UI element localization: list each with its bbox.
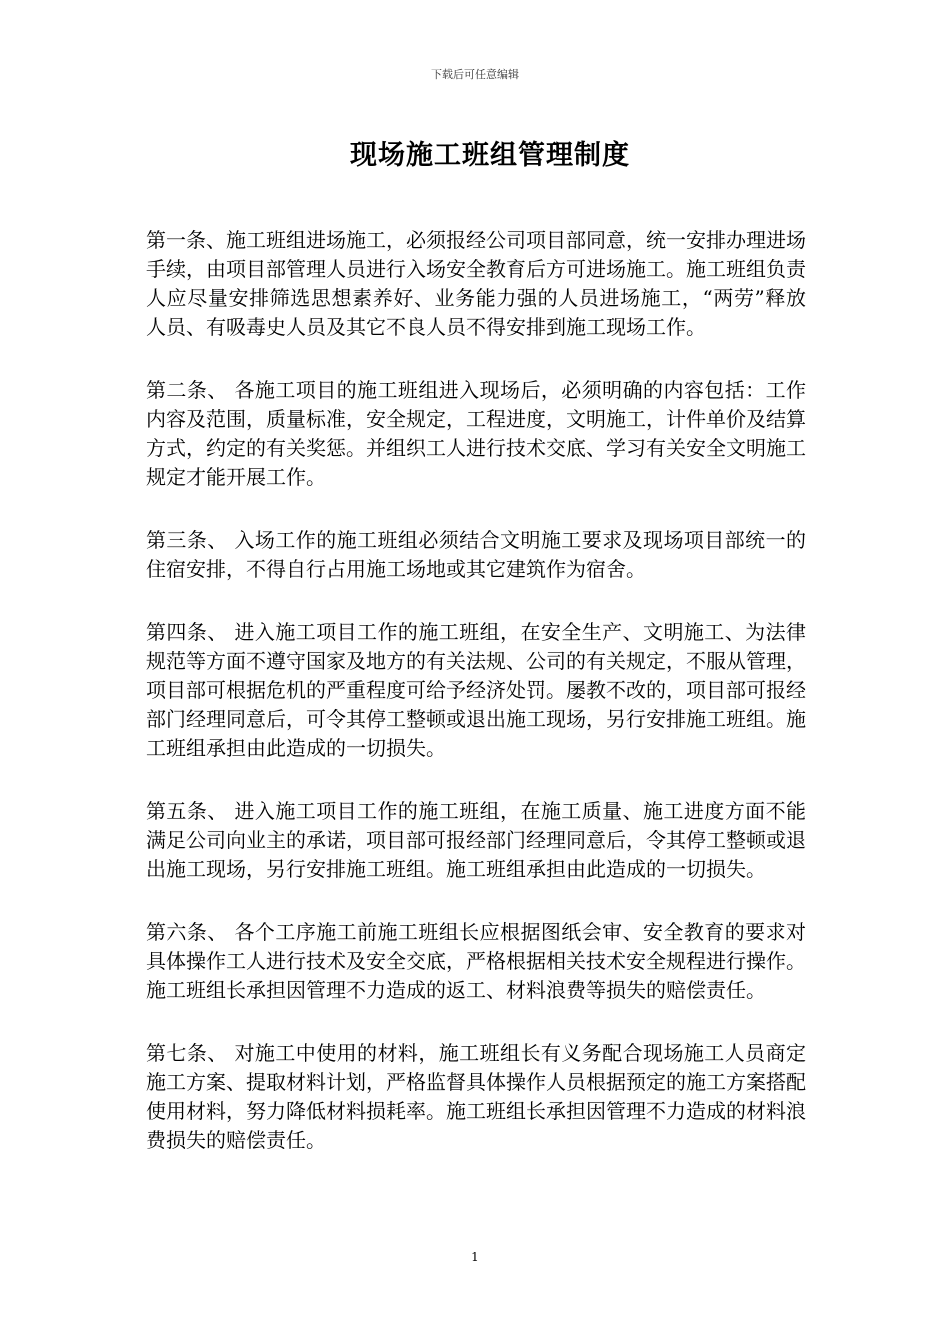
article-3: 第三条、 入场工作的施工班组必须结合文明施工要求及现场项目部统一的住宿安排，不得自行占用施工场地或其它建筑作为宿舍。: [146, 528, 806, 581]
document-body: [146, 226, 806, 1189]
header-note: 下载后可任意编辑: [431, 68, 519, 81]
document-title: 现场施工班组管理制度: [350, 140, 630, 171]
article-1: 第一条、施工班组进场施工，必须报经公司项目部同意，统一安排办理进场手续，由项目部管理人员进行入场安全教育后方可进场施工。施工班组负责人应尽量安排筛选思想素养好、业务能力强的人员进场施工，“两劳”释放人员、有吸毒史人员及其它不良人员不得安排到施工现场工作。: [146, 228, 806, 339]
article-5: 第五条、 进入施工项目工作的施工班组，在施工质量、施工进度方面不能满足公司向业主的承诺，项目部可报经部门经理同意后，令其停工整顿或退出施工现场，另行安排施工班组。施工班组承担由此造成的一切损失。: [146, 799, 806, 881]
page-number: 1: [471, 1250, 479, 1264]
article-6: 第六条、 各个工序施工前施工班组长应根据图纸会审、安全教育的要求对具体操作工人进行技术及安全交底，严格根据相关技术安全规程进行操作。施工班组长承担因管理不力造成的返工、材料浪费等损失的赔偿责任。: [146, 920, 806, 1002]
article-7: 第七条、 对施工中使用的材料，施工班组长有义务配合现场施工人员商定施工方案、提取材料计划，严格监督具体操作人员根据预定的施工方案搭配使用材料，努力降低材料损耗率。施工班组长承担因管理不力造成的材料浪费损失的赔偿责任。: [146, 1041, 806, 1152]
article-2: 第二条、 各施工项目的施工班组进入现场后，必须明确的内容包括：工作内容及范围，质量标准，安全规定，工程进度，文明施工，计件单价及结算方式，约定的有关奖惩。并组织工人进行技术交底、学习有关安全文明施工规定才能开展工作。: [146, 378, 806, 489]
article-4: 第四条、 进入施工项目工作的施工班组，在安全生产、文明施工、为法律规范等方面不遵守国家及地方的有关法规、公司的有关规定，不服从管理，项目部可根据危机的严重程度可给予经济处罚。屡教不改的，项目部可报经部门经理同意后，可令其停工整顿或退出施工现场，另行安排施工班组。施工班组承担由此造成的一切损失。: [146, 620, 806, 760]
